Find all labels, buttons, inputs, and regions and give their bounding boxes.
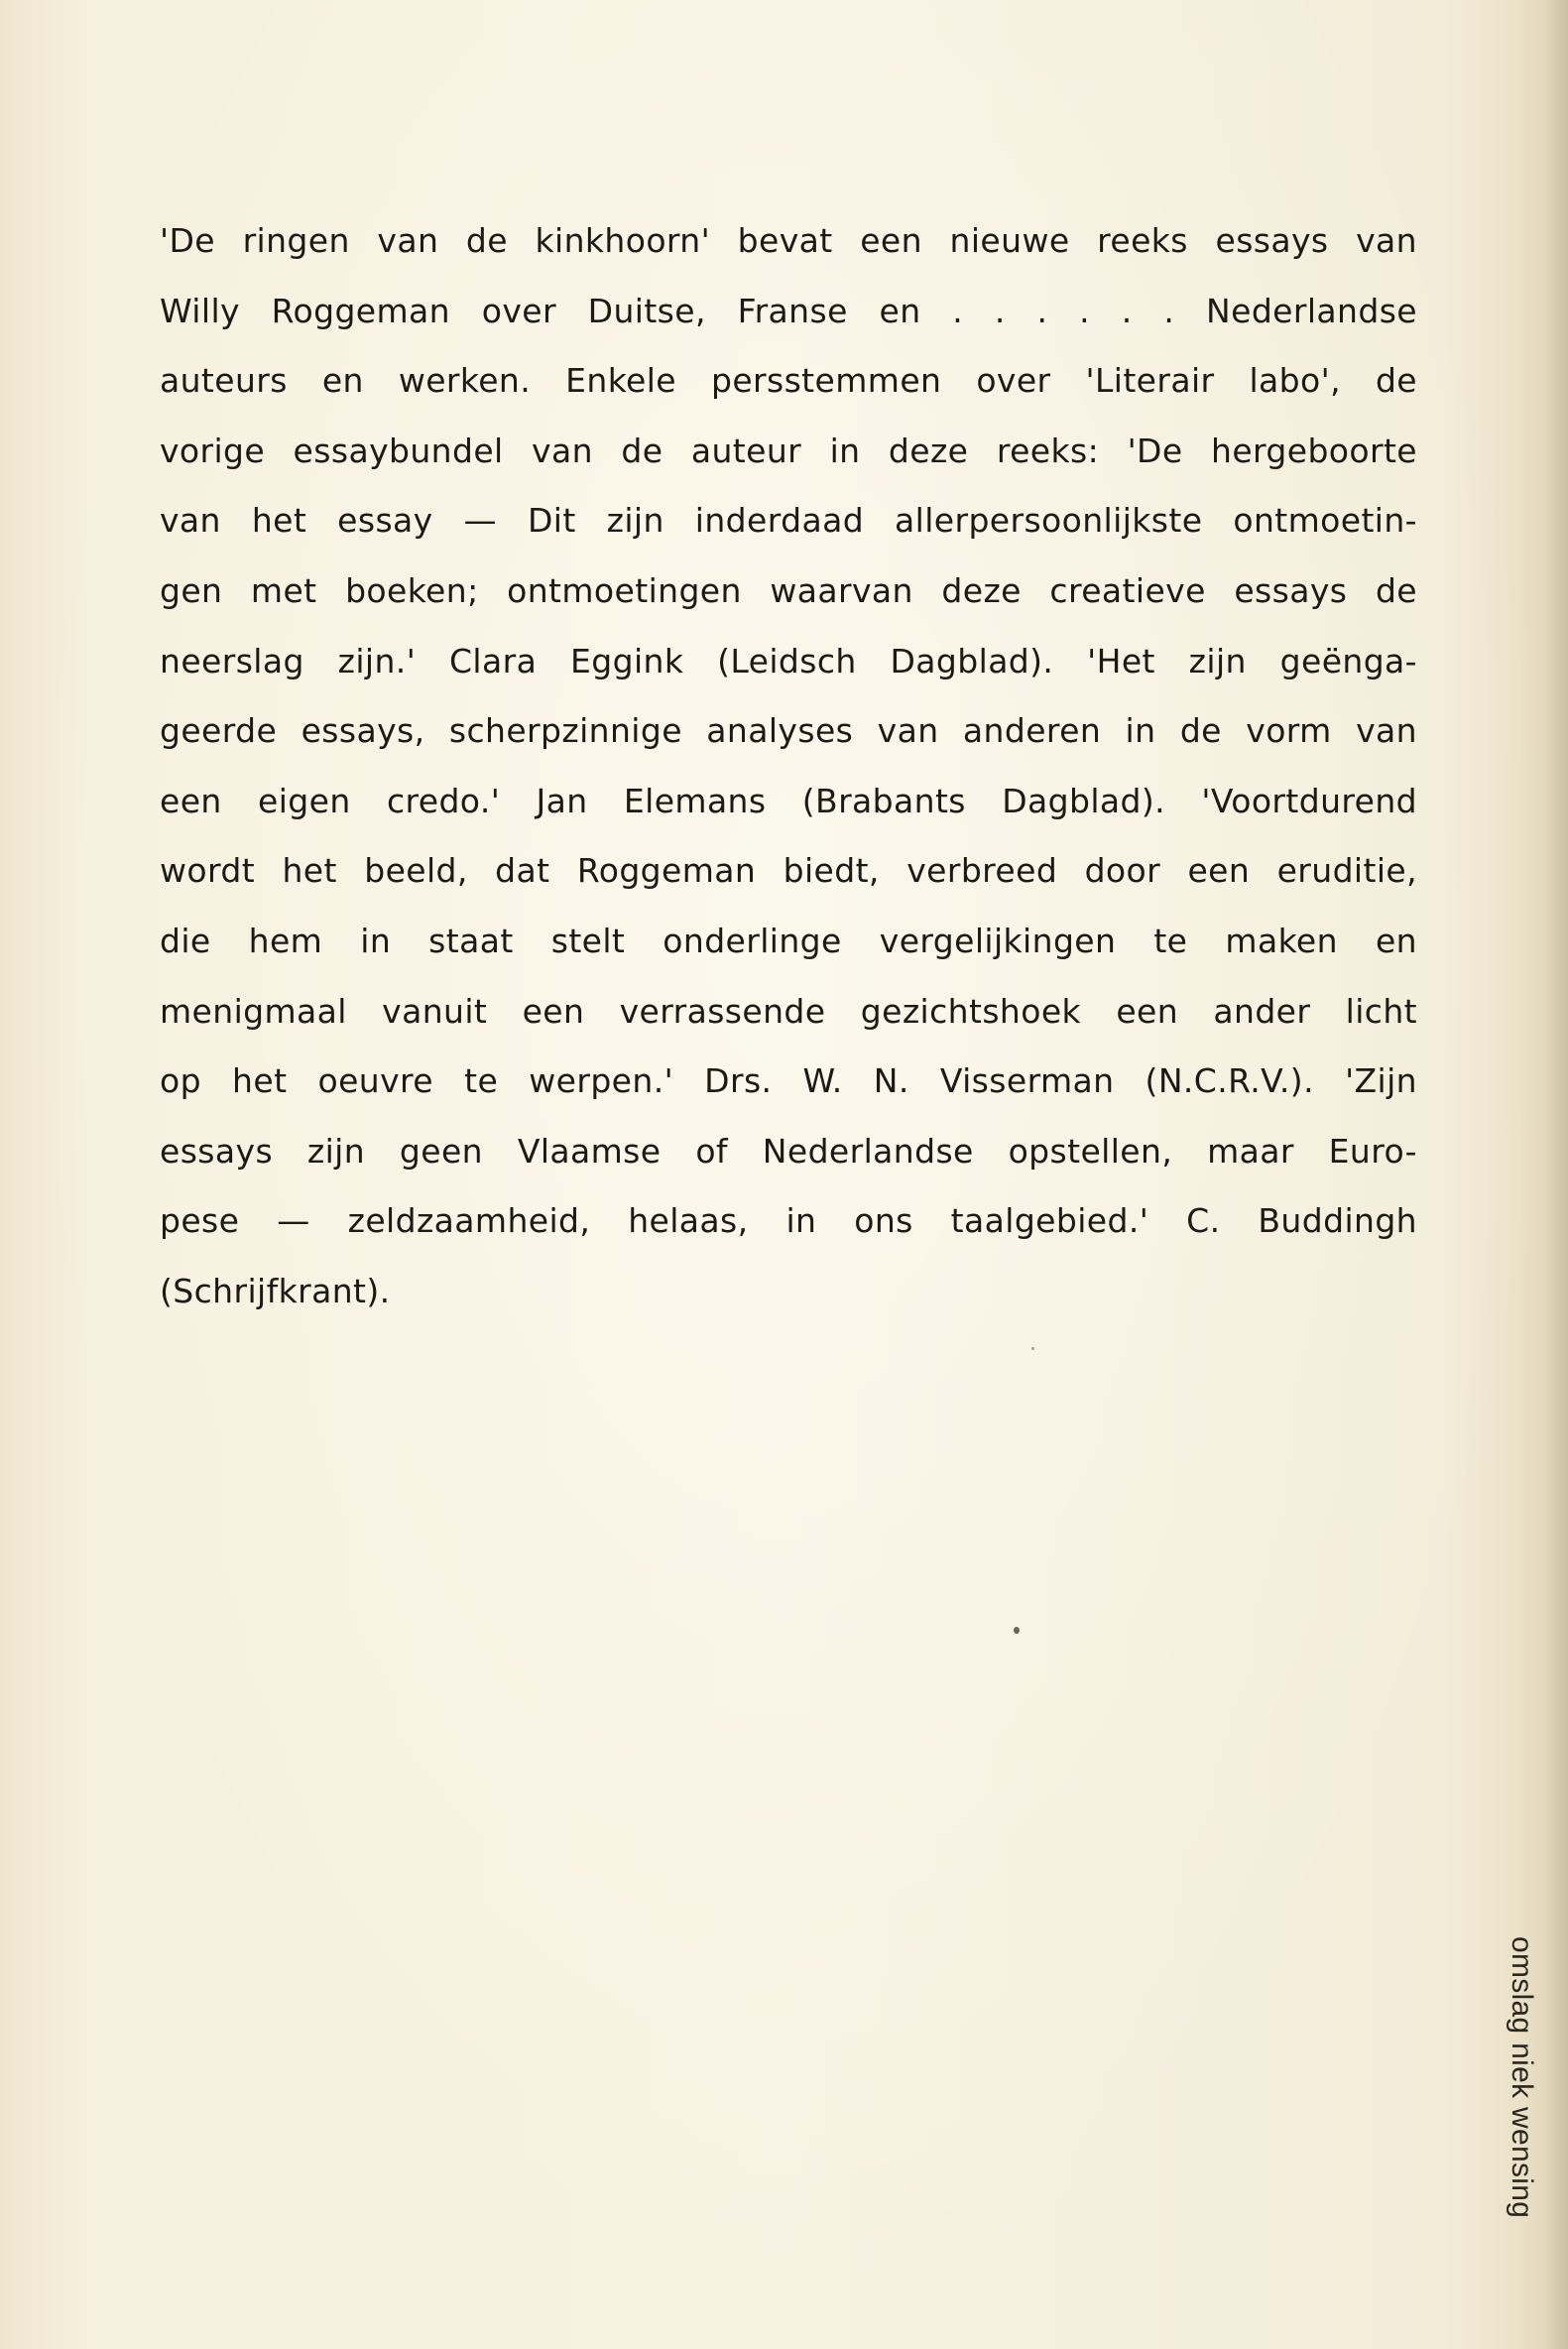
blurb-line: vorige essaybundel van de auteur in deze reeks: 'De hergeboorte <box>160 431 1417 470</box>
paper-speck <box>1014 1627 1020 1634</box>
blurb-line: gen met boeken; ontmoetingen waarvan deze creatieve essays de <box>160 570 1417 610</box>
blurb-line: die hem in staat stelt onderlinge vergelijkingen te maken en <box>160 921 1417 960</box>
blurb-line: essays zijn geen Vlaamse of Nederlandse opstellen, maar Euro- <box>160 1131 1417 1171</box>
cover-design-credit: omslag niek wensing <box>1506 1936 1538 2219</box>
blurb-line: auteurs en werken. Enkele persstemmen over 'Literair labo', de <box>160 361 1417 401</box>
blurb-line: op het oeuvre te werpen.' Drs. W. N. Visserman (N.C.R.V.). 'Zijn <box>160 1061 1417 1101</box>
paper-speck <box>1031 1347 1034 1350</box>
blurb-line: Willy Roggeman over Duitse, Franse en . . . . . . Nederlandse <box>160 291 1417 330</box>
blurb-line: 'De ringen van de kinkhoorn' bevat een nieuwe reeks essays van <box>160 221 1417 260</box>
blurb-text <box>160 206 1417 1327</box>
blurb-line: wordt het beeld, dat Roggeman biedt, verbreed door een eruditie, <box>160 851 1417 891</box>
blurb-line: geerde essays, scherpzinnige analyses van anderen in de vorm van <box>160 711 1417 751</box>
blurb-line: menigmaal vanuit een verrassende gezichtshoek een ander licht <box>160 991 1417 1031</box>
blurb-line: (Schrijfkrant). <box>160 1271 391 1310</box>
blurb-line: neerslag zijn.' Clara Eggink (Leidsch Dagblad). 'Het zijn geënga- <box>160 641 1417 680</box>
blurb-line: van het essay — Dit zijn inderdaad allerpersoonlijkste ontmoetin- <box>160 501 1417 541</box>
blurb-line: pese — zeldzaamheid, helaas, in ons taalgebied.' C. Buddingh <box>160 1201 1417 1241</box>
blurb-line: een eigen credo.' Jan Elemans (Brabants Dagblad). 'Voortdurend <box>160 781 1417 820</box>
